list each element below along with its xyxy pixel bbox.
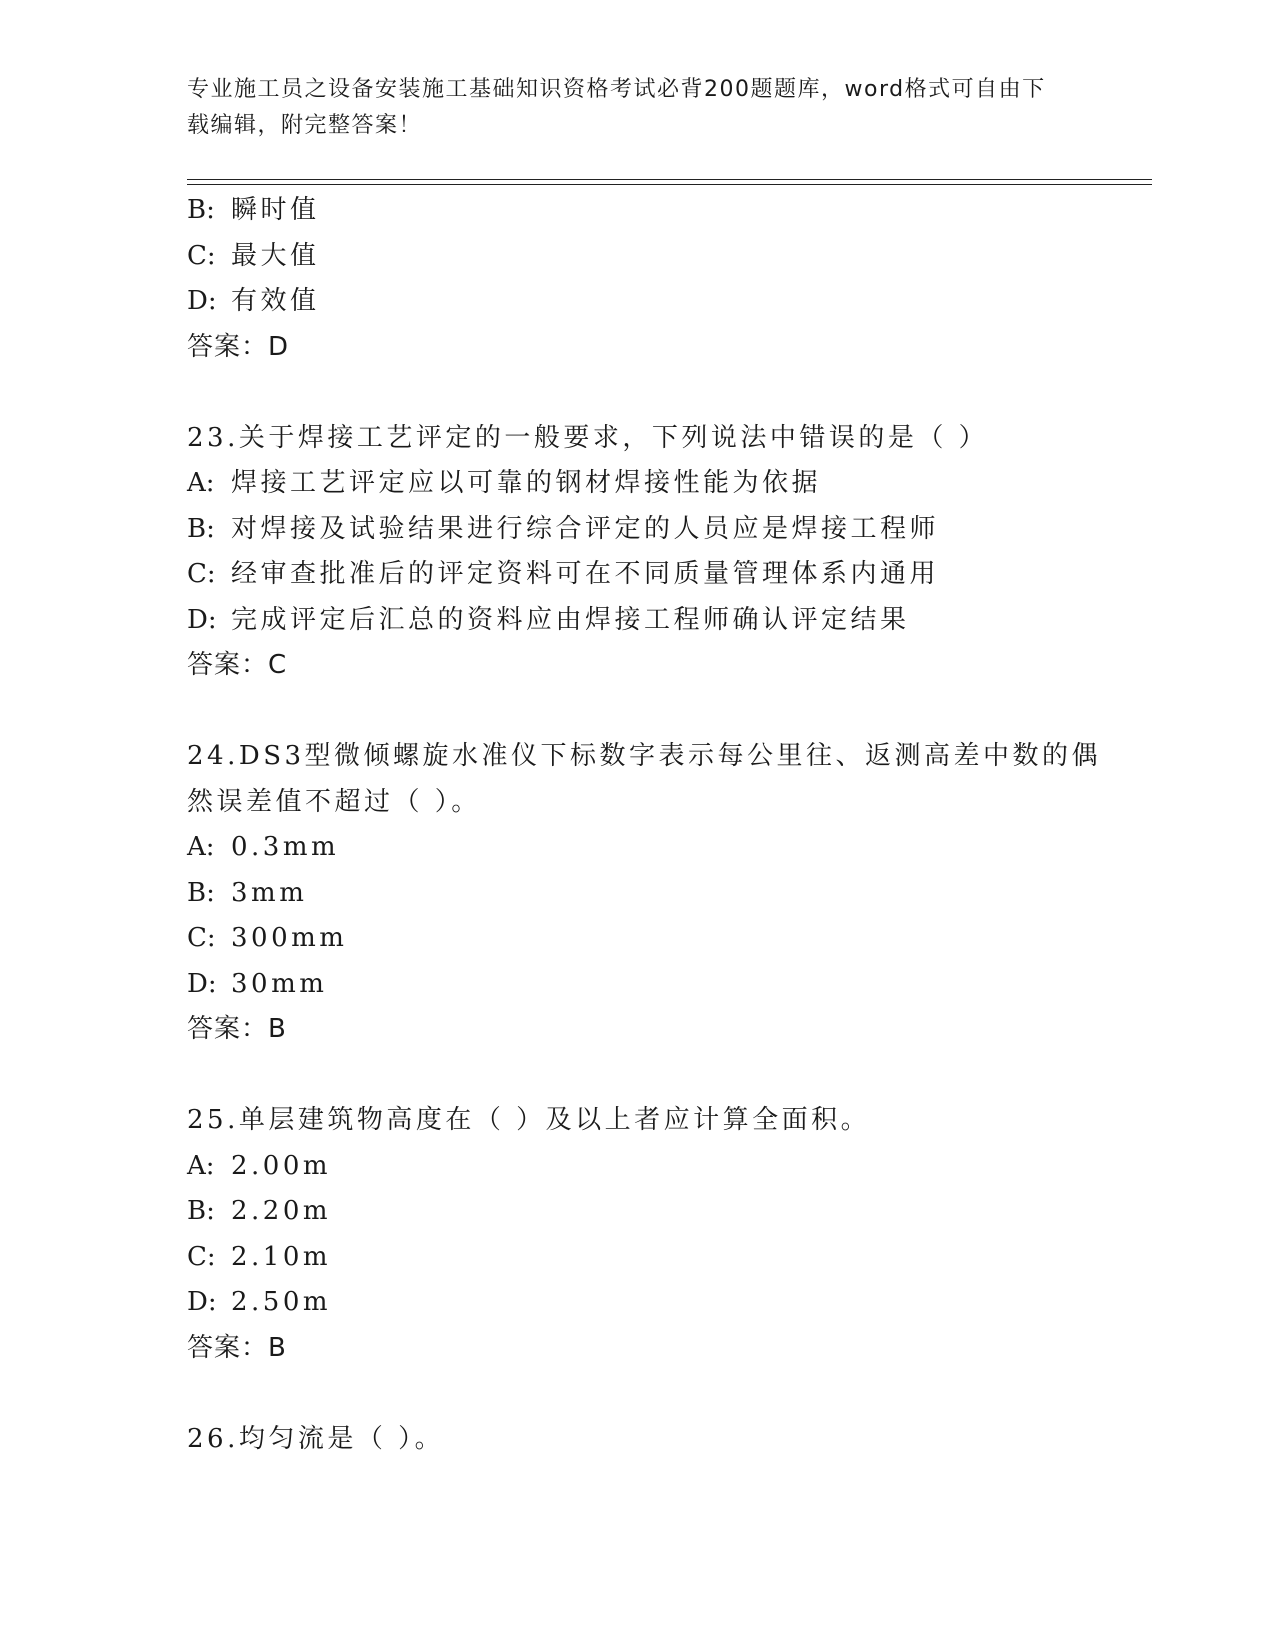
- option-label: C:: [187, 240, 216, 271]
- spacer: [187, 1371, 1152, 1417]
- document-body: [187, 188, 1152, 1462]
- question-26: [187, 1417, 1152, 1463]
- question-24: [187, 734, 1152, 1053]
- option-label: C:: [187, 923, 216, 953]
- option-label: A:: [187, 1150, 215, 1181]
- option-label: C:: [187, 1241, 216, 1272]
- option-c: [187, 1235, 1152, 1281]
- question-stem: 26.均匀流是（ ）。: [187, 1423, 445, 1454]
- option-b: [187, 1189, 1152, 1235]
- spacer: [187, 1053, 1152, 1099]
- option-d: [187, 1280, 1152, 1326]
- option-c: [187, 916, 1152, 962]
- question-23: [187, 416, 1152, 689]
- option-b: [187, 871, 1152, 917]
- header-rule-top: [187, 179, 1152, 180]
- option-label: D:: [187, 286, 217, 316]
- option-label: A:: [187, 832, 215, 862]
- option-text: 2.20m: [231, 1196, 332, 1226]
- option-text: 300mm: [231, 923, 348, 953]
- header-rule-bottom: [187, 184, 1152, 185]
- answer: 答案：C: [187, 650, 288, 680]
- option-label: C:: [187, 559, 216, 589]
- question-25: [187, 1098, 1152, 1371]
- option-d: [187, 598, 1152, 644]
- spacer: [187, 370, 1152, 416]
- option-label: B:: [187, 513, 215, 544]
- option-text: 30mm: [231, 968, 328, 999]
- option-a: [187, 825, 1152, 871]
- option-text: 焊接工艺评定应以可靠的钢材焊接性能为依据: [231, 468, 822, 498]
- page-header: 专业施工员之设备安装施工基础知识资格考试必背200题题库，word格式可自由下载编辑，附完整答案！: [187, 77, 1046, 138]
- option-label: B:: [187, 1196, 215, 1226]
- option-text: 2.50m: [231, 1287, 332, 1317]
- answer: 答案：B: [187, 1014, 287, 1044]
- question-stem-line-1: 24.DS3型微倾螺旋水准仪下标数字表示每公里往、返测高差中数的偶: [187, 741, 1102, 771]
- spacer: [187, 689, 1152, 735]
- option-a: [187, 461, 1152, 507]
- option-text: 有效值: [231, 286, 320, 316]
- option-text: 2.00m: [231, 1150, 332, 1181]
- option-a: [187, 1144, 1152, 1190]
- option-d: [187, 279, 1152, 325]
- option-text: 经审查批准后的评定资料可在不同质量管理体系内通用: [231, 559, 940, 589]
- option-text: 完成评定后汇总的资料应由焊接工程师确认评定结果: [231, 604, 910, 635]
- question-22-tail: [187, 188, 1152, 370]
- option-label: A:: [187, 468, 215, 498]
- answer: 答案：D: [187, 331, 290, 362]
- option-c: [187, 234, 1152, 280]
- question-stem: 23.关于焊接工艺评定的一般要求，下列说法中错误的是（ ）: [187, 422, 989, 453]
- option-b: [187, 188, 1152, 234]
- option-b: [187, 507, 1152, 553]
- option-label: B:: [187, 195, 215, 225]
- answer: 答案：B: [187, 1332, 287, 1363]
- option-label: D:: [187, 604, 217, 635]
- option-label: B:: [187, 877, 215, 908]
- option-text: 最大值: [231, 240, 320, 271]
- question-stem: 25.单层建筑物高度在（ ）及以上者应计算全面积。: [187, 1105, 871, 1135]
- option-d: [187, 962, 1152, 1008]
- option-text: 对焊接及试验结果进行综合评定的人员应是焊接工程师: [231, 513, 940, 544]
- option-label: D:: [187, 1287, 217, 1317]
- option-text: 3mm: [231, 877, 308, 908]
- option-text: 0.3mm: [231, 832, 340, 862]
- option-c: [187, 552, 1152, 598]
- option-label: D:: [187, 968, 217, 999]
- question-stem-line-2: 然误差值不超过（ ）。: [187, 786, 481, 817]
- option-text: 瞬时值: [231, 195, 320, 225]
- option-text: 2.10m: [231, 1241, 332, 1272]
